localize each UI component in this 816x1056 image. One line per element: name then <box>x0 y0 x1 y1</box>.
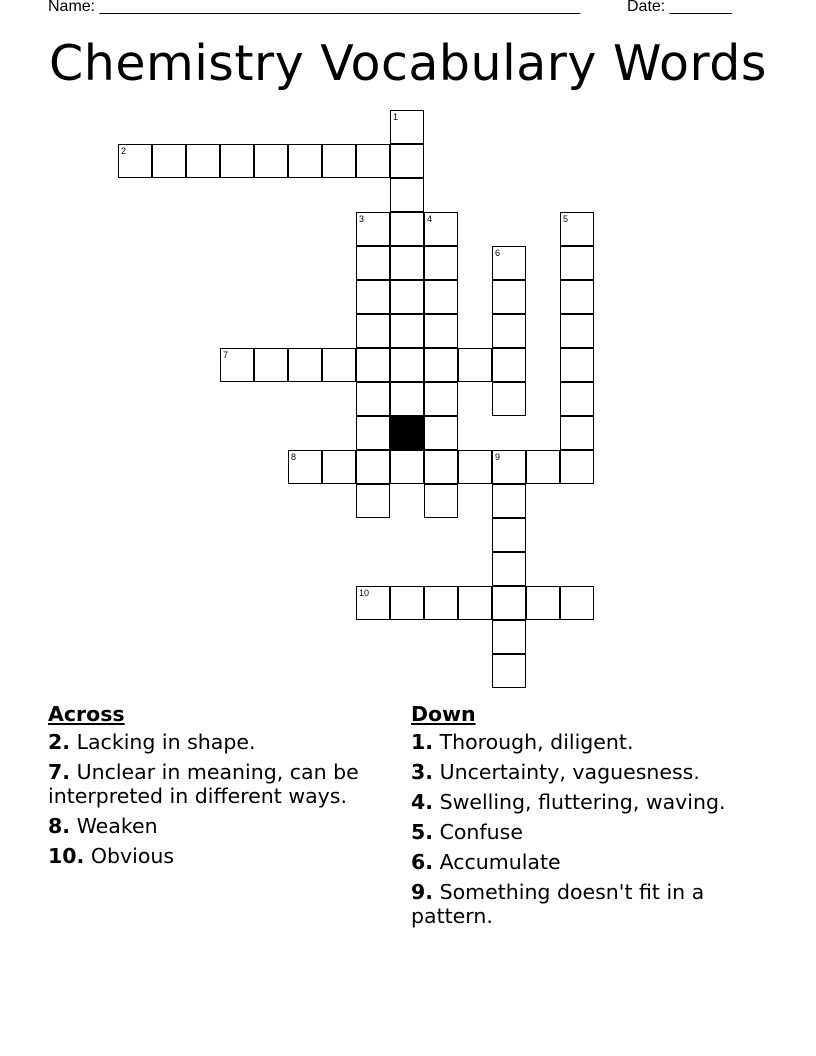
clue-text: Confuse <box>433 820 523 844</box>
clue-down-6 <box>411 850 741 874</box>
crossword-cell[interactable] <box>356 144 390 178</box>
clue-number: 1. <box>411 730 434 754</box>
crossword-cell[interactable] <box>220 144 254 178</box>
crossword-cell[interactable] <box>356 484 390 518</box>
clue-down-1 <box>411 730 741 754</box>
crossword-cell[interactable] <box>492 314 526 348</box>
down-heading: Down <box>411 702 476 726</box>
crossword-cell[interactable] <box>288 144 322 178</box>
clue-number: 2. <box>48 730 71 754</box>
clue-number: 9. <box>411 880 434 904</box>
crossword-cell[interactable] <box>424 212 458 246</box>
crossword-cell[interactable] <box>492 654 526 688</box>
clue-number-label: 1 <box>393 112 399 122</box>
across-heading: Across <box>48 702 125 726</box>
crossword-cell[interactable] <box>458 586 492 620</box>
clue-number-label: 10 <box>359 588 370 598</box>
crossword-cell[interactable] <box>492 450 526 484</box>
clue-down-3 <box>411 760 741 784</box>
clue-text: Uncertainty, vaguesness. <box>433 760 700 784</box>
clue-text: Something doesn't fit in a pattern. <box>411 880 705 928</box>
crossword-cell[interactable] <box>492 518 526 552</box>
crossword-cell[interactable] <box>390 382 424 416</box>
crossword-cell[interactable] <box>560 348 594 382</box>
crossword-cell[interactable] <box>560 280 594 314</box>
crossword-cell[interactable] <box>390 246 424 280</box>
crossword-cell[interactable] <box>356 416 390 450</box>
date-field[interactable]: Date: _______ <box>627 0 732 15</box>
clue-number-label: 3 <box>359 214 365 224</box>
clue-number: 10. <box>48 844 85 868</box>
crossword-cell[interactable] <box>492 280 526 314</box>
across-clues <box>48 702 393 874</box>
crossword-cell[interactable] <box>424 246 458 280</box>
crossword-cell[interactable] <box>560 586 594 620</box>
clue-text: Unclear in meaning, can be interpreted in different ways. <box>48 760 359 808</box>
crossword-cell[interactable] <box>254 348 288 382</box>
clue-text: Obvious <box>84 844 175 868</box>
clue-number: 5. <box>411 820 434 844</box>
crossword-cell[interactable] <box>152 144 186 178</box>
crossword-cell[interactable] <box>356 246 390 280</box>
blocked-cell <box>390 416 424 450</box>
crossword-cell[interactable] <box>424 348 458 382</box>
crossword-cell[interactable] <box>322 348 356 382</box>
crossword-cell[interactable] <box>492 552 526 586</box>
clue-number: 3. <box>411 760 434 784</box>
crossword-cell[interactable] <box>186 144 220 178</box>
crossword-cell[interactable] <box>390 280 424 314</box>
crossword-cell[interactable] <box>390 586 424 620</box>
crossword-cell[interactable] <box>254 144 288 178</box>
crossword-cell[interactable] <box>560 450 594 484</box>
crossword-cell[interactable] <box>322 144 356 178</box>
crossword-cell[interactable] <box>424 484 458 518</box>
clue-text: Lacking in shape. <box>70 730 256 754</box>
crossword-cell[interactable] <box>560 314 594 348</box>
crossword-cell[interactable] <box>560 246 594 280</box>
crossword-cell[interactable] <box>492 382 526 416</box>
clue-number: 4. <box>411 790 434 814</box>
clue-text: Thorough, diligent. <box>433 730 634 754</box>
crossword-cell[interactable] <box>220 348 254 382</box>
clue-down-5 <box>411 820 741 844</box>
clue-number: 7. <box>48 760 71 784</box>
clue-number: 8. <box>48 814 71 838</box>
crossword-cell[interactable] <box>356 586 390 620</box>
crossword-cell[interactable] <box>424 280 458 314</box>
clue-across-10 <box>48 844 393 868</box>
clue-across-8 <box>48 814 393 838</box>
clue-number-label: 8 <box>291 452 297 462</box>
crossword-cell[interactable] <box>424 416 458 450</box>
crossword-cell[interactable] <box>390 314 424 348</box>
crossword-cell[interactable] <box>118 144 152 178</box>
crossword-cell[interactable] <box>560 382 594 416</box>
crossword-cell[interactable] <box>390 348 424 382</box>
clue-number-label: 9 <box>495 452 501 462</box>
crossword-cell[interactable] <box>424 450 458 484</box>
crossword-cell[interactable] <box>390 178 424 212</box>
crossword-cell[interactable] <box>390 212 424 246</box>
clue-number-label: 6 <box>495 248 501 258</box>
clue-text: Accumulate <box>433 850 561 874</box>
crossword-cell[interactable] <box>458 450 492 484</box>
crossword-cell[interactable] <box>288 450 322 484</box>
clue-number-label: 5 <box>563 214 569 224</box>
clue-number: 6. <box>411 850 434 874</box>
crossword-cell[interactable] <box>356 348 390 382</box>
crossword-cell[interactable] <box>424 314 458 348</box>
clue-number-label: 2 <box>121 146 127 156</box>
crossword-cell[interactable] <box>356 314 390 348</box>
crossword-cell[interactable] <box>356 280 390 314</box>
name-field[interactable]: Name: ______________________________________________________ <box>48 0 581 15</box>
crossword-cell[interactable] <box>390 450 424 484</box>
clue-text: Weaken <box>70 814 158 838</box>
crossword-cell[interactable] <box>424 586 458 620</box>
crossword-cell[interactable] <box>526 586 560 620</box>
crossword-cell[interactable] <box>390 144 424 178</box>
crossword-cell[interactable] <box>356 212 390 246</box>
crossword-cell[interactable] <box>390 110 424 144</box>
page-title: Chemistry Vocabulary Words <box>49 35 767 92</box>
crossword-cell[interactable] <box>356 450 390 484</box>
crossword-cell[interactable] <box>322 450 356 484</box>
crossword-cell[interactable] <box>492 620 526 654</box>
crossword-cell[interactable] <box>526 450 560 484</box>
crossword-cell[interactable] <box>424 382 458 416</box>
clue-number-label: 4 <box>427 214 433 224</box>
clue-across-7 <box>48 760 393 808</box>
crossword-cell[interactable] <box>492 586 526 620</box>
down-clues <box>411 702 741 934</box>
clue-number-label: 7 <box>223 350 229 360</box>
crossword-cell[interactable] <box>458 348 492 382</box>
crossword-cell[interactable] <box>288 348 322 382</box>
crossword-cell[interactable] <box>560 212 594 246</box>
clue-down-9 <box>411 880 741 928</box>
crossword-cell[interactable] <box>356 382 390 416</box>
crossword-cell[interactable] <box>492 348 526 382</box>
crossword-cell[interactable] <box>560 416 594 450</box>
crossword-cell[interactable] <box>492 246 526 280</box>
clue-down-4 <box>411 790 741 814</box>
clue-across-2 <box>48 730 393 754</box>
crossword-cell[interactable] <box>492 484 526 518</box>
clue-text: Swelling, fluttering, waving. <box>433 790 726 814</box>
